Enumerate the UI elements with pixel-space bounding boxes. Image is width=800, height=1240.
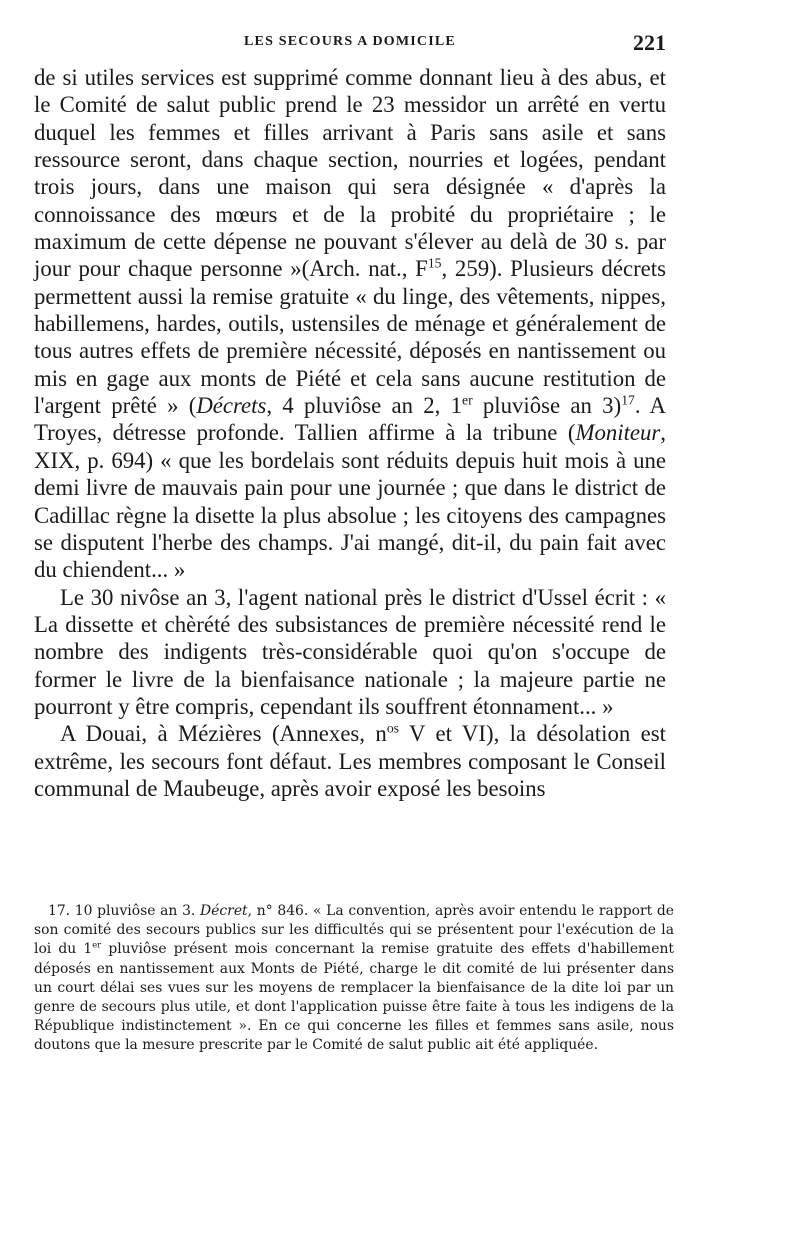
running-title: LES SECOURS A DOMICILE [244,34,456,49]
footnote-reference-17: 17 [621,392,635,408]
paragraph-1-text: , XIX, p. 694) « que les bordelais sont réduits depuis huit mois à une demi livre de mauvais pain pour une journée ; que dans le district de Cadillac règne la disette la plus absolue ; les citoyens des campagnes se disputent l'herbe des champs. J'ai mangé, dit-il, du pain fait avec du chiendent... » [34,420,666,583]
page-number: 221 [633,30,666,55]
paragraph-1-text: , 259). Plusieurs décrets permettent aussi la remise gratuite « du linge, des vêtements, nippes, habillemens, hardes, outils, ustensiles de ménage et généralement de tous autres effets de première nécessité, déposés en nantissement ou mis en gage aux monts de Piété et cela sans aucune restitution de l'argent prêté » ( [34,256,666,419]
superscript-er: er [462,392,473,408]
paragraph-1-text: , 4 pluviôse an 2, 1 [266,393,463,419]
footnote-text: 17. 10 pluviôse an 3. [48,903,201,919]
footnote-text: pluviôse présent mois concernant la remise gratuite des effets d'habillement déposés en nantissement aux Monts de Piété, charge le dit comité de lui présenter dans un court délai ses vues sur les moyens de remplacer la bienfaisance de la dite loi par un genre de secours plus utile, et dont l'application puisse être faite à tous les indigens de la République indistinctement ». En ce qui concerne les filles et femmes sans asile, nous doutons que la mesure prescrite par le Comité de salut public ait été appliquée. [34,941,674,1054]
paragraph-3-text: V et VI), la désolation est extrême, les secours font défaut. Les membres composant le Conseil communal de Maubeuge, après avoir exposé les besoins [34,721,666,801]
footnote-text: , n° 846. « La convention, après avoir entendu le rapport de son comité des secours publics sur les difficultés qui se présentent pour l'exécution de la loi du 1 [34,903,675,958]
superscript-f15: 15 [427,255,442,271]
footnote-17 [34,902,674,1056]
paragraph-1-text: pluviôse an 3) [472,393,622,419]
italic-decret: Décret [200,903,248,919]
paragraph-2: Le 30 nivôse an 3, l'agent national près le district d'Ussel écrit : « La dissette et chèrété des subsistances de première nécessité rend le nombre des indigents très-considérable quoi qu'on s'occupe de former le livre de la bienfaisance nationale ; la majeure partie ne pourront y être compris, cependant ils souffrent étonnament... » [34,584,666,719]
paragraph-1-text: de si utiles services est supprimé comme donnant lieu à des abus, et le Comité de salut public prend le 23 messidor un arrêté en vertu duquel les femmes et filles arrivant à Paris sans asile et sans ressource seront, dans chaque section, nourries et logées, pendant trois jours, dans une maison qui sera désignée « d'après la connoissance des mœurs et de la probité du propriétaire ; le maximum de cette dépense ne pouvant s'élever au delà de 30 s. par jour pour chaque personne »(Arch. nat., F [34,65,666,282]
paragraph-3-text: A Douai, à Mézières (Annexes, n [60,721,387,747]
body-text [34,64,666,802]
paragraph-3 [34,720,666,802]
paragraph-1-text: . A Troyes, détresse profonde. Tallien affirme à la tribune ( [34,393,667,446]
running-head [34,30,666,56]
superscript-er: er [92,939,102,950]
italic-moniteur: Moniteur [575,420,661,446]
paragraph-1 [34,64,666,584]
superscript-os: os [386,720,399,736]
footnotes [34,902,674,1056]
italic-decrets: Décrets [196,393,267,419]
